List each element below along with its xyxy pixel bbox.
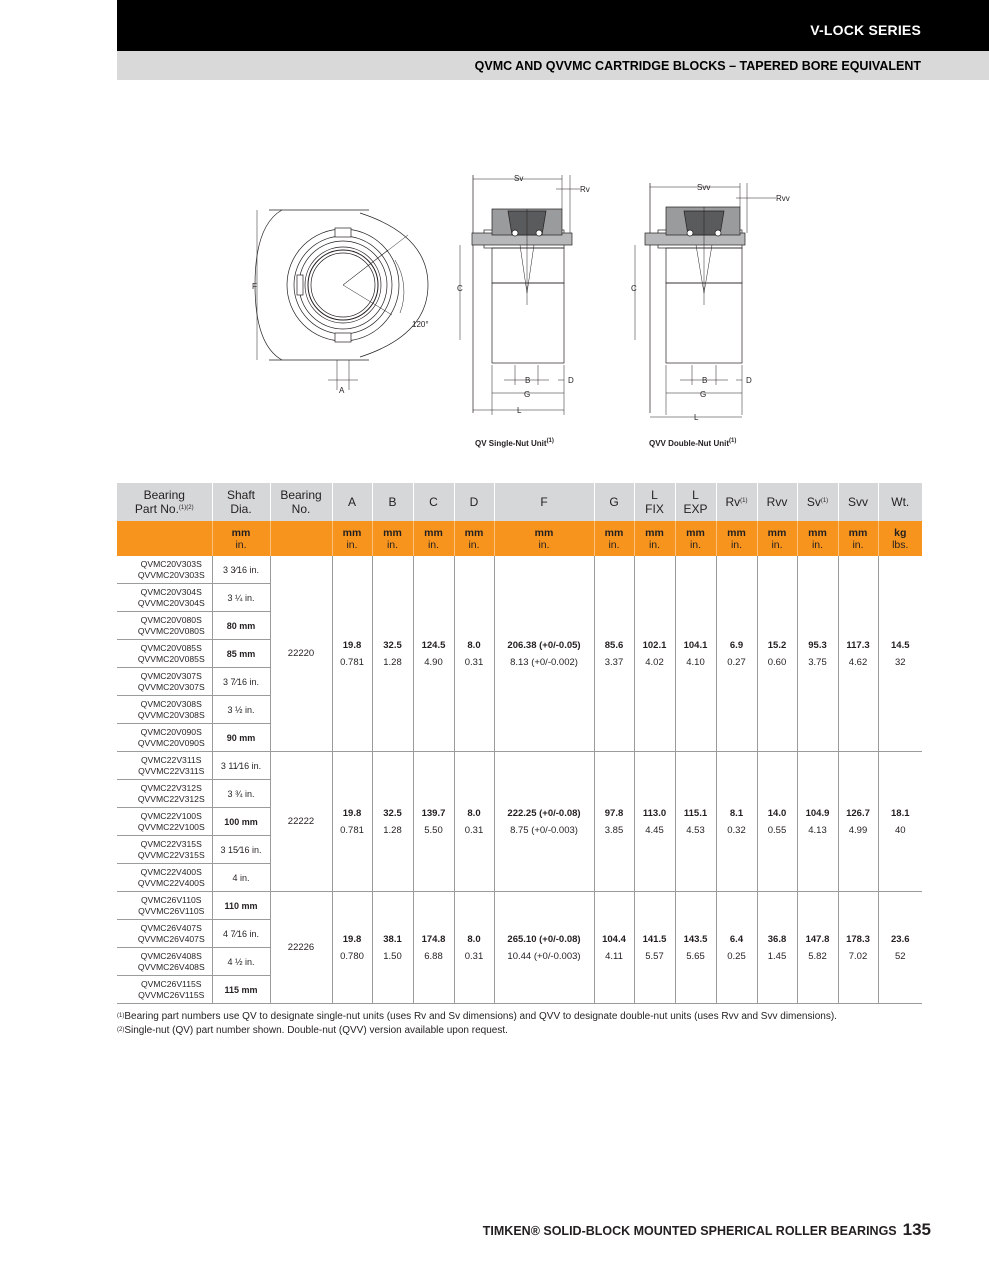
dim-label-C-2: C	[631, 284, 637, 293]
table-header-row	[117, 483, 922, 521]
dim-cell-rv: 6.9 0.27	[716, 556, 757, 752]
dim-cell-b: 32.5 1.28	[372, 752, 413, 892]
dim-label-C: C	[457, 284, 463, 293]
col-Sv: Sv$^{(1)}$	[797, 483, 838, 521]
units-cell: mm in.	[757, 521, 797, 556]
dim-cell-b: 38.1 1.50	[372, 892, 413, 1004]
table-row	[117, 892, 922, 920]
dim-label-G-2: G	[700, 390, 707, 399]
col-A: A	[332, 483, 372, 521]
section-title: QVMC AND QVVMC CARTRIDGE BLOCKS – TAPERED BORE EQUIVALENT	[474, 59, 921, 73]
dim-cell-l-exp: 143.5 5.65	[675, 892, 716, 1004]
part-number-cell: QVMC20V307S QVVMC20V307S	[117, 668, 212, 696]
dim-cell-a: 19.8 0.781	[332, 556, 372, 752]
units-cell: mm in.	[454, 521, 494, 556]
subtitle-bar	[117, 51, 989, 80]
bearing-no-cell: 22222	[270, 752, 332, 892]
units-cell: mm in.	[594, 521, 634, 556]
part-number-cell: QVMC22V100S QVVMC22V100S	[117, 808, 212, 836]
dim-cell-a: 19.8 0.780	[332, 892, 372, 1004]
double-nut-unit-drawing	[631, 183, 790, 422]
shaft-dia-cell: 3 3⁄16 in.	[212, 556, 270, 584]
dim-cell-svv: 126.7 4.99	[838, 752, 878, 892]
part-number-cell: QVMC22V312S QVVMC22V312S	[117, 780, 212, 808]
dimensions-table	[117, 483, 922, 1004]
col-C: C	[413, 483, 454, 521]
shaft-dia-cell: 110 mm	[212, 892, 270, 920]
part-number-cell: QVMC20V308S QVVMC20V308S	[117, 696, 212, 724]
col-D: D	[454, 483, 494, 521]
dim-label-B: B	[525, 376, 531, 385]
part-number-cell: QVMC20V303S QVVMC20V303S	[117, 556, 212, 584]
units-cell: mm in.	[372, 521, 413, 556]
dim-cell-g: 97.8 3.85	[594, 752, 634, 892]
dim-cell-sv: 95.3 3.75	[797, 556, 838, 752]
dim-cell-l-fix: 102.1 4.02	[634, 556, 675, 752]
shaft-dia-cell: 3 ¾ in.	[212, 780, 270, 808]
dim-cell-d: 8.0 0.31	[454, 556, 494, 752]
col-part-no: Bearing Part No.$^{(1)(2)}$	[117, 483, 212, 521]
dim-cell-c: 174.8 6.88	[413, 892, 454, 1004]
units-cell: mm in.	[675, 521, 716, 556]
dim-cell-svv: 178.3 7.02	[838, 892, 878, 1004]
dim-cell-l-exp: 115.1 4.53	[675, 752, 716, 892]
dim-cell-rvv: 15.2 0.60	[757, 556, 797, 752]
shaft-dia-cell: 85 mm	[212, 640, 270, 668]
units-cell: mm in.	[494, 521, 594, 556]
dim-label-F: F	[252, 282, 257, 291]
dim-cell-f: 265.10 (+0/-0.08) 10.44 (+0/-0.003)	[494, 892, 594, 1004]
col-Wt: Wt.	[878, 483, 922, 521]
part-number-cell: QVMC22V315S QVVMC22V315S	[117, 836, 212, 864]
shaft-dia-cell: 3 ½ in.	[212, 696, 270, 724]
shaft-dia-cell: 4 7⁄16 in.	[212, 920, 270, 948]
shaft-dia-cell: 3 15⁄16 in.	[212, 836, 270, 864]
units-cell: mm in.	[212, 521, 270, 556]
dim-cell-svv: 117.3 4.62	[838, 556, 878, 752]
dim-label-L: L	[517, 406, 522, 415]
units-cell: kg lbs.	[878, 521, 922, 556]
dim-cell-a: 19.8 0.781	[332, 752, 372, 892]
units-cell: mm in.	[332, 521, 372, 556]
dim-cell-rvv: 36.8 1.45	[757, 892, 797, 1004]
units-cell: mm in.	[634, 521, 675, 556]
dim-cell-wt: 14.5 32	[878, 556, 922, 752]
table-row	[117, 752, 922, 780]
dim-cell-wt: 18.1 40	[878, 752, 922, 892]
dim-cell-c: 139.7 5.50	[413, 752, 454, 892]
dim-cell-b: 32.5 1.28	[372, 556, 413, 752]
shaft-dia-cell: 3 7⁄16 in.	[212, 668, 270, 696]
page-number: 135	[902, 1220, 931, 1239]
dim-cell-sv: 147.8 5.82	[797, 892, 838, 1004]
part-number-cell: QVMC20V304S QVVMC20V304S	[117, 584, 212, 612]
dim-label-B-2: B	[702, 376, 708, 385]
dim-cell-l-fix: 113.0 4.45	[634, 752, 675, 892]
dim-cell-d: 8.0 0.31	[454, 892, 494, 1004]
table-row	[117, 556, 922, 584]
dim-cell-l-fix: 141.5 5.57	[634, 892, 675, 1004]
part-number-cell: QVMC26V407S QVVMC26V407S	[117, 920, 212, 948]
col-Svv: Svv	[838, 483, 878, 521]
dim-cell-g: 85.6 3.37	[594, 556, 634, 752]
dim-label-L-2: L	[694, 413, 699, 422]
series-header-bar	[117, 0, 989, 51]
part-number-cell: QVMC26V110S QVVMC26V110S	[117, 892, 212, 920]
units-cell: mm in.	[413, 521, 454, 556]
part-number-cell: QVMC22V311S QVVMC22V311S	[117, 752, 212, 780]
col-G: G	[594, 483, 634, 521]
technical-drawings	[240, 165, 800, 460]
shaft-dia-cell: 90 mm	[212, 724, 270, 752]
dim-cell-sv: 104.9 4.13	[797, 752, 838, 892]
dim-label-A: A	[339, 386, 345, 395]
shaft-dia-cell: 3 11⁄16 in.	[212, 752, 270, 780]
part-number-cell: QVMC26V115S QVVMC26V115S	[117, 976, 212, 1004]
shaft-dia-cell: 3 ¼ in.	[212, 584, 270, 612]
shaft-dia-cell: 4 ½ in.	[212, 948, 270, 976]
dim-label-Rvv: Rvv	[776, 194, 790, 203]
col-Rv: Rv$^{(1)}$	[716, 483, 757, 521]
footnote-1: $^{(1)}$Bearing part numbers use QV to designate single-nut units (uses Rv and Sv dimensions) and QVV to designate double-nut units (uses Rvv and Svv dimensions).	[117, 1011, 837, 1022]
bearing-no-cell: 22220	[270, 556, 332, 752]
col-B: B	[372, 483, 413, 521]
dim-cell-c: 124.5 4.90	[413, 556, 454, 752]
dim-cell-f: 222.25 (+0/-0.08) 8.75 (+0/-0.003)	[494, 752, 594, 892]
col-F: F	[494, 483, 594, 521]
col-Rvv: Rvv	[757, 483, 797, 521]
part-number-cell: QVMC22V400S QVVMC22V400S	[117, 864, 212, 892]
footer-title: TIMKEN® SOLID-BLOCK MOUNTED SPHERICAL ROLLER BEARINGS	[482, 1224, 897, 1238]
dim-cell-f: 206.38 (+0/-0.05) 8.13 (+0/-0.002)	[494, 556, 594, 752]
col-L-fix: L FIX	[634, 483, 675, 521]
part-number-cell: QVMC20V085S QVVMC20V085S	[117, 640, 212, 668]
dim-cell-d: 8.0 0.31	[454, 752, 494, 892]
bearing-no-cell: 22226	[270, 892, 332, 1004]
shaft-dia-cell: 115 mm	[212, 976, 270, 1004]
units-cell	[270, 521, 332, 556]
col-bearing-no: Bearing No.	[270, 483, 332, 521]
angle-label: 120°	[412, 320, 429, 329]
dim-cell-rvv: 14.0 0.55	[757, 752, 797, 892]
dim-label-D: D	[568, 376, 574, 385]
dim-label-G: G	[524, 390, 531, 399]
front-view-drawing	[252, 210, 429, 395]
col-shaft-dia: Shaft Dia.	[212, 483, 270, 521]
shaft-dia-cell: 100 mm	[212, 808, 270, 836]
dim-label-D-2: D	[746, 376, 752, 385]
double-nut-caption: QVV Double-Nut Unit$^{(1)}$	[649, 438, 737, 448]
dim-cell-g: 104.4 4.11	[594, 892, 634, 1004]
units-cell: mm in.	[797, 521, 838, 556]
single-nut-unit-drawing	[457, 174, 590, 415]
col-L-exp: L EXP	[675, 483, 716, 521]
dim-label-Rv: Rv	[580, 185, 590, 194]
footnote-2: $^{(2)}$Single-nut (QV) part number shown. Double-nut (QVV) version available upon request.	[117, 1025, 508, 1036]
shaft-dia-cell: 4 in.	[212, 864, 270, 892]
series-title: V-LOCK SERIES	[810, 22, 921, 38]
page-footer	[483, 1220, 931, 1240]
dim-label-Sv: Sv	[514, 174, 524, 183]
part-number-cell: QVMC20V080S QVVMC20V080S	[117, 612, 212, 640]
units-cell: mm in.	[716, 521, 757, 556]
dim-label-Svv: Svv	[697, 183, 711, 192]
part-number-cell: QVMC20V090S QVVMC20V090S	[117, 724, 212, 752]
table-body	[117, 556, 922, 1004]
footnotes	[117, 1010, 837, 1038]
units-cell	[117, 521, 212, 556]
units-row	[117, 521, 922, 556]
dim-cell-l-exp: 104.1 4.10	[675, 556, 716, 752]
shaft-dia-cell: 80 mm	[212, 612, 270, 640]
dim-cell-rv: 6.4 0.25	[716, 892, 757, 1004]
dim-cell-wt: 23.6 52	[878, 892, 922, 1004]
units-cell: mm in.	[838, 521, 878, 556]
single-nut-caption: QV Single-Nut Unit$^{(1)}$	[475, 438, 554, 448]
part-number-cell: QVMC26V408S QVVMC26V408S	[117, 948, 212, 976]
dim-cell-rv: 8.1 0.32	[716, 752, 757, 892]
